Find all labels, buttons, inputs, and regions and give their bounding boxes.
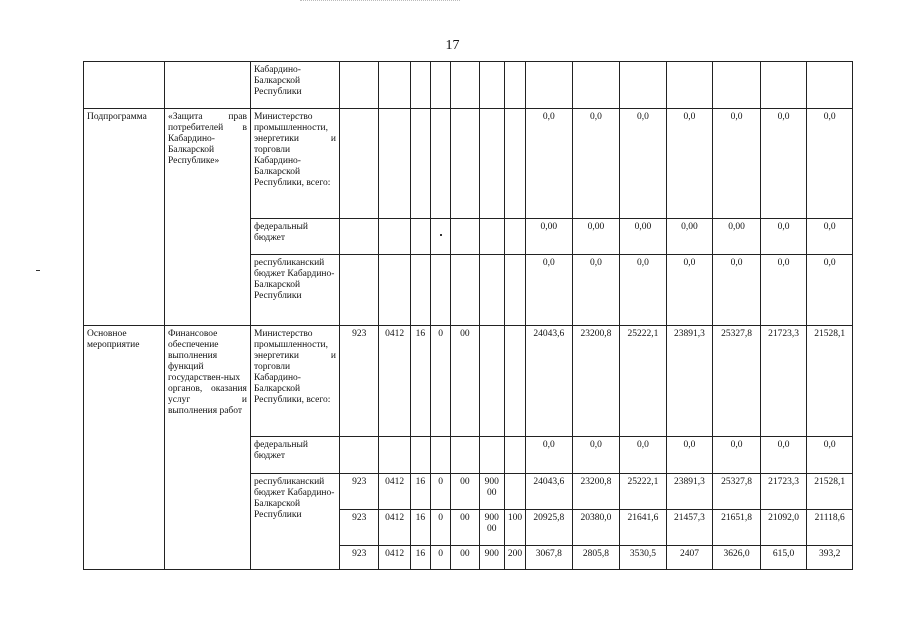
cell-responsible: Министерство промышленности, энергетики и торговли Кабардино-Балкарской Республики, всего: (250, 326, 339, 437)
value-cell: 21723,3 (760, 326, 807, 437)
value-cell: 0,0 (526, 109, 573, 219)
value-cell: 24043,6 (526, 474, 573, 510)
value-cell: 0,0 (620, 437, 667, 474)
value-cell: 0,0 (760, 437, 807, 474)
value-cell: 0,0 (526, 437, 573, 474)
value-cell: 0,0 (666, 255, 713, 326)
code-cell: 16 (410, 474, 430, 510)
cell-title (164, 62, 250, 109)
value-cell: 0,0 (713, 255, 761, 326)
page-number: 17 (445, 38, 460, 53)
value-cell: 0,0 (572, 255, 620, 326)
value-cell: 23200,8 (572, 474, 620, 510)
value-cell: 25222,1 (620, 474, 667, 510)
code-cell: 200 (504, 546, 525, 570)
budget-table (83, 61, 853, 570)
cell-title: Финансовое обеспечение выполнения функций государствен-ных органов, оказания услуг и выполнения работ (164, 326, 250, 570)
value-cell: 20380,0 (572, 510, 620, 546)
margin-mark (36, 270, 40, 271)
value-cell: 0,00 (572, 219, 620, 255)
cell-type (84, 62, 165, 109)
value-cell: 20925,8 (526, 510, 573, 546)
table-row (84, 62, 853, 109)
value-cell: 0,0 (572, 437, 620, 474)
cell-type: Основное мероприятие (84, 326, 165, 570)
value-cell: 2805,8 (572, 546, 620, 570)
value-cell: 0,0 (620, 255, 667, 326)
value-cell: 21528,1 (807, 326, 853, 437)
value-cell: 23891,3 (666, 474, 713, 510)
code-cell: 923 (339, 510, 378, 546)
value-cell: 25327,8 (713, 326, 761, 437)
value-cell: 0,0 (760, 255, 807, 326)
code-cell: 900 00 (479, 474, 504, 510)
value-cell: 0,0 (807, 255, 853, 326)
code-cell: 0412 (379, 474, 410, 510)
value-cell: 24043,6 (526, 326, 573, 437)
cell-responsible: федеральный бюджет (250, 219, 339, 255)
value-cell: 21651,8 (713, 510, 761, 546)
cell-responsible: республиканский бюджет Кабардино-Балкарской Республики (250, 474, 339, 570)
value-cell: 25222,1 (620, 326, 667, 437)
cell-responsible: федеральный бюджет (250, 437, 339, 474)
cell-responsible: Министерство промышленности, энергетики и торговли Кабардино-Балкарской Республики, всего: (250, 109, 339, 219)
table-row (84, 109, 853, 219)
code-cell: 00 (451, 546, 479, 570)
value-cell: 0,0 (572, 109, 620, 219)
value-cell: 23891,3 (666, 326, 713, 437)
cell-responsible: Кабардино-Балкарской Республики (250, 62, 339, 109)
value-cell: 0,00 (526, 219, 573, 255)
code-cell: 0412 (379, 510, 410, 546)
value-cell: 3626,0 (713, 546, 761, 570)
value-cell: 21092,0 (760, 510, 807, 546)
value-cell: 23200,8 (572, 326, 620, 437)
table-row (84, 326, 853, 437)
top-edge-speck (300, 0, 460, 4)
value-cell: 0,0 (760, 109, 807, 219)
code-cell: 00 (451, 474, 479, 510)
value-cell: 0,0 (666, 109, 713, 219)
value-cell: 25327,8 (713, 474, 761, 510)
value-cell: 2407 (666, 546, 713, 570)
code-cell: 00 (451, 510, 479, 546)
value-cell: 0,0 (713, 437, 761, 474)
code-cell: 0 (431, 510, 451, 546)
value-cell: 3067,8 (526, 546, 573, 570)
value-cell: 21641,6 (620, 510, 667, 546)
cell-type: Подпрограмма (84, 109, 165, 326)
value-cell: 0,0 (666, 437, 713, 474)
value-cell: 0,00 (620, 219, 667, 255)
code-cell: 0 (431, 546, 451, 570)
code-cell: 900 (479, 546, 504, 570)
code-cell: 900 00 (479, 510, 504, 546)
value-cell: 0,0 (807, 219, 853, 255)
value-cell: 0,0 (526, 255, 573, 326)
value-cell: 21118,6 (807, 510, 853, 546)
value-cell: 21723,3 (760, 474, 807, 510)
code-cell: 0412 (379, 546, 410, 570)
value-cell: 0,00 (666, 219, 713, 255)
value-cell: 3530,5 (620, 546, 667, 570)
value-cell: 0,0 (620, 109, 667, 219)
code-cell: 16 (410, 326, 430, 437)
value-cell: 21528,1 (807, 474, 853, 510)
code-cell: 00 (451, 326, 479, 437)
cell-responsible: республиканский бюджет Кабардино-Балкарской Республики (250, 255, 339, 326)
code-cell: 100 (504, 510, 525, 546)
value-cell: 0,0 (760, 219, 807, 255)
code-cell: 923 (339, 546, 378, 570)
value-cell: 615,0 (760, 546, 807, 570)
value-cell: 0,0 (807, 109, 853, 219)
scan-speck (440, 234, 442, 236)
value-cell: 393,2 (807, 546, 853, 570)
value-cell: 0,0 (807, 437, 853, 474)
code-cell: 16 (410, 546, 430, 570)
code-cell: 923 (339, 326, 378, 437)
code-cell: 0 (431, 326, 451, 437)
cell-title: «Защита прав потребителей в Кабардино-Балкарской Республике» (164, 109, 250, 326)
code-cell: 923 (339, 474, 378, 510)
value-cell: 21457,3 (666, 510, 713, 546)
value-cell: 0,0 (713, 109, 761, 219)
code-cell: 0412 (379, 326, 410, 437)
value-cell: 0,00 (713, 219, 761, 255)
code-cell: 0 (431, 474, 451, 510)
code-cell: 16 (410, 510, 430, 546)
